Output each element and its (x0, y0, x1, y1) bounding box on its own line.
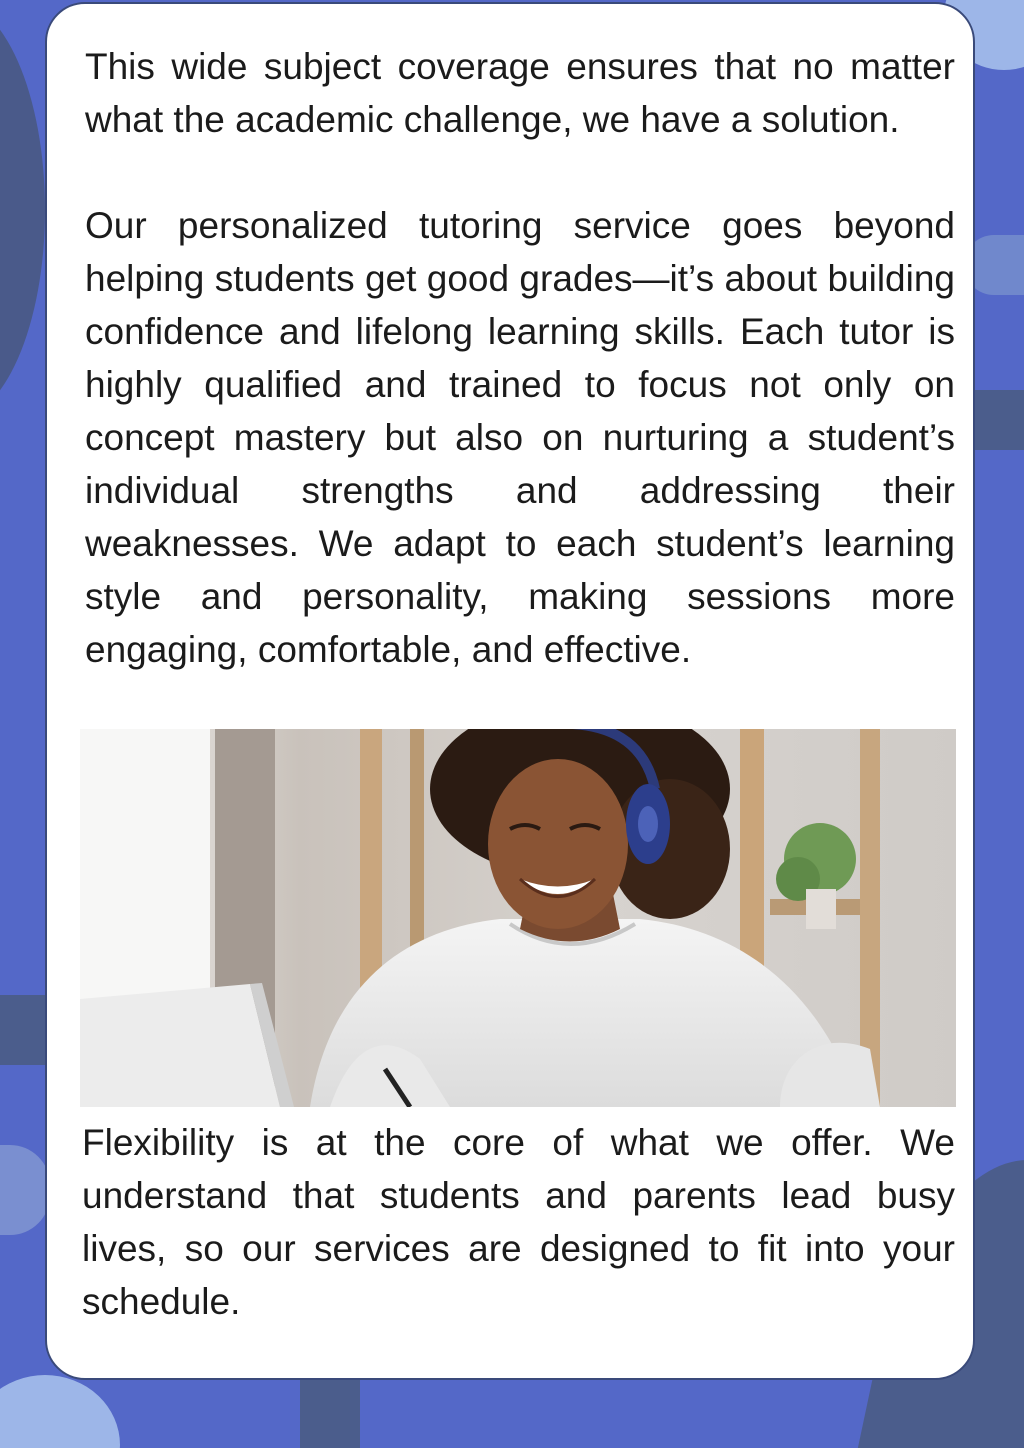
student-with-headphones-photo (80, 729, 956, 1107)
background-blob (0, 1375, 120, 1448)
background-band (0, 995, 50, 1065)
paragraph-personalized-tutoring: Our personalized tutoring service goes beyond helping students get good grades—it’s about building confidence and lifelong learning skills. Each tutor is highly qualified and trained to focus not only on concept mastery but also on nurturing a student’s individual strengths and addressing their weaknesses. We adapt to each student’s learning style and personality, making sessions more engaging, comfortable, and effective. (85, 205, 955, 670)
paragraph-flexibility: Flexibility is at the core of what we offer. We understand that students and parents lead busy lives, so our services are designed to fit into your schedule. (82, 1122, 955, 1322)
paragraph-subject-coverage: This wide subject coverage ensures that no matter what the academic challenge, we have a solution. (85, 46, 955, 140)
content-card (45, 2, 975, 1380)
background-blob (0, 0, 45, 420)
background-band (300, 1380, 360, 1448)
background-band (0, 1145, 50, 1235)
